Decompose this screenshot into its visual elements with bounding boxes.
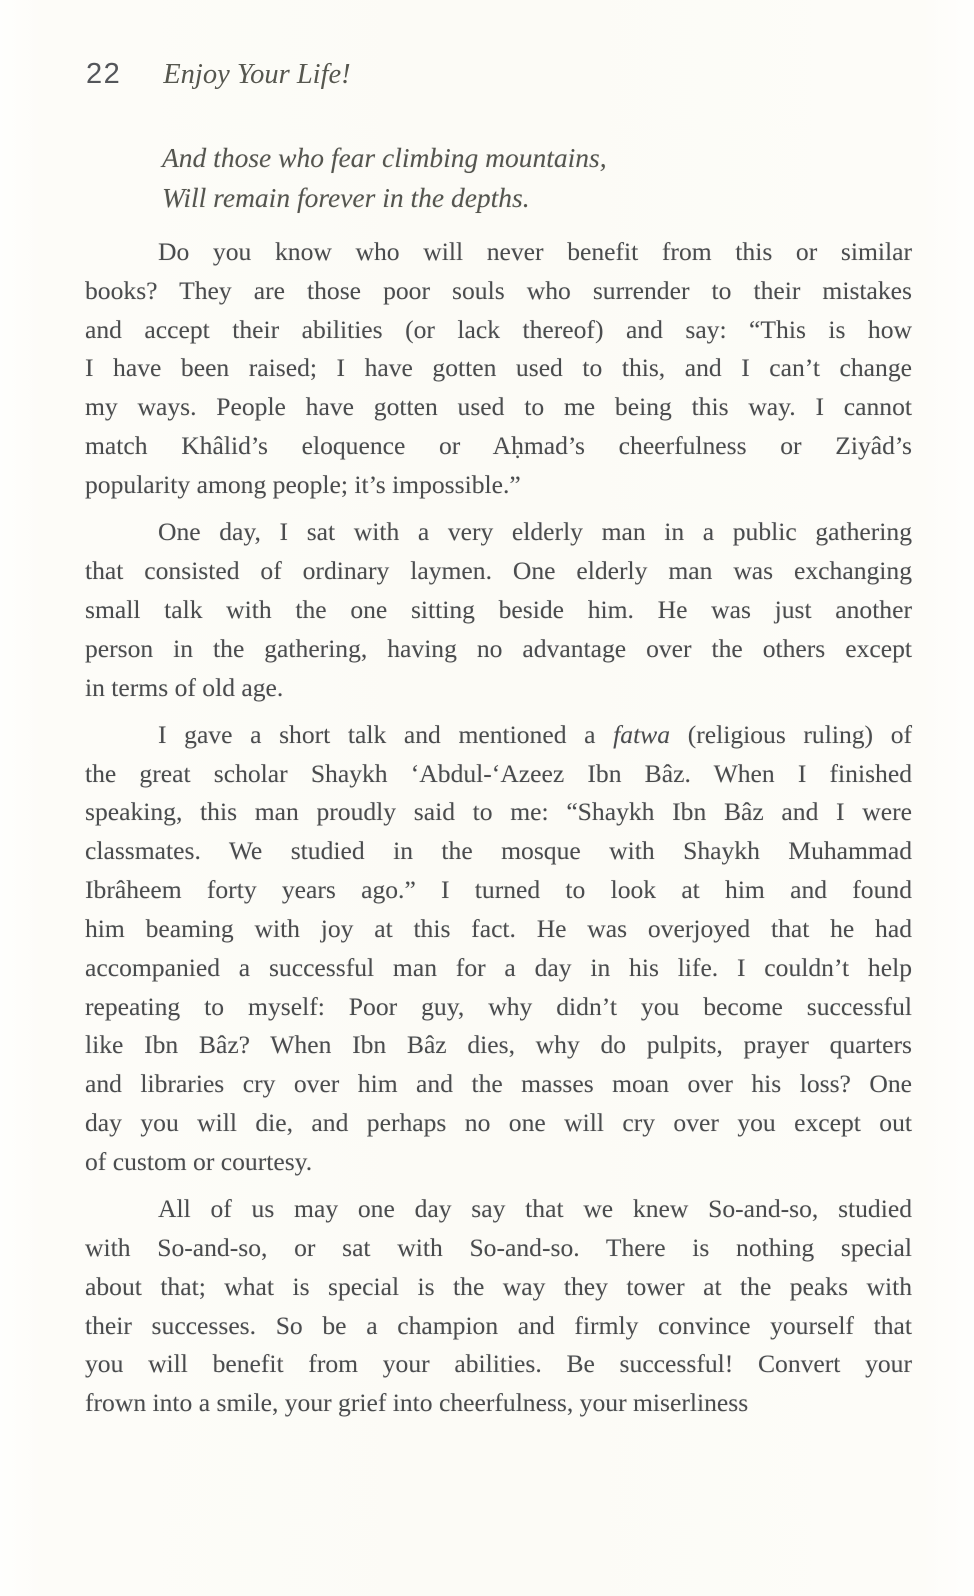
text-line: One day, I sat with a very elderly man in a public gathering bbox=[158, 517, 912, 547]
text-line: classmates. We studied in the mosque with Shaykh Muhammad bbox=[85, 836, 912, 866]
page-number: 22 bbox=[86, 58, 122, 90]
text-line: accompanied a successful man for a day in his life. I couldn’t help bbox=[85, 952, 912, 982]
text-segment: (religious ruling) of bbox=[687, 719, 913, 749]
text-line bbox=[85, 716, 912, 755]
text-line: frown into a smile, your grief into cheerfulness, your miserliness bbox=[85, 1388, 749, 1418]
verse-line: And those who fear climbing mountains, bbox=[162, 142, 607, 173]
text-line: speaking, this man proudly said to me: “Shaykh Ibn Bâz and I were bbox=[85, 797, 912, 827]
page-header bbox=[86, 58, 351, 91]
text-line: person in the gathering, having no advantage over the others except bbox=[85, 633, 912, 663]
verse-line: Will remain forever in the depths. bbox=[162, 181, 530, 213]
running-title: Enjoy Your Life! bbox=[163, 59, 351, 90]
text-segment: I gave a short talk and mentioned a bbox=[158, 719, 596, 749]
text-line: with So-and-so, or sat with So-and-so. There is nothing special bbox=[85, 1232, 912, 1262]
text-line: match Khâlid’s eloquence or Aḥmad’s cheerfulness or Ziyâd’s bbox=[85, 431, 912, 461]
paragraph-3 bbox=[85, 716, 912, 1182]
text-line: I have been raised; I have gotten used to this, and I can’t change bbox=[85, 353, 912, 383]
text-line: like Ibn Bâz? When Ibn Bâz dies, why do pulpits, prayer quarters bbox=[85, 1030, 912, 1060]
text-line: Ibrâheem forty years ago.” I turned to look at him and found bbox=[85, 875, 912, 905]
text-line: that consisted of ordinary laymen. One elderly man was exchanging bbox=[85, 556, 912, 586]
text-line: books? They are those poor souls who surrender to their mistakes bbox=[85, 275, 912, 305]
text-line: about that; what is special is the way they tower at the peaks with bbox=[85, 1271, 912, 1301]
text-line: repeating to myself: Poor guy, why didn’t you become successful bbox=[85, 991, 912, 1021]
text-line: the great scholar Shaykh ‘Abdul-‘Azeez Ibn Bâz. When I finished bbox=[85, 758, 912, 788]
text-line: day you will die, and perhaps no one will cry over you except out bbox=[85, 1108, 912, 1137]
text-line: him beaming with joy at this fact. He was overjoyed that he had bbox=[85, 913, 912, 943]
paragraph-4 bbox=[85, 1190, 912, 1423]
text-line: their successes. So be a champion and firmly convince yourself that bbox=[85, 1310, 912, 1340]
text-line: popularity among people; it’s impossible.” bbox=[85, 469, 521, 499]
italic-term: fatwa bbox=[613, 719, 671, 749]
text-line: and accept their abilities (or lack thereof) and say: “This is how bbox=[85, 314, 912, 344]
text-line: small talk with the one sitting beside him. He was just another bbox=[85, 594, 912, 624]
paragraph-2 bbox=[85, 513, 912, 707]
text-line: All of us may one day say that we knew So-and-so, studied bbox=[158, 1194, 912, 1224]
text-line: in terms of old age. bbox=[85, 672, 284, 702]
paragraph-1 bbox=[85, 233, 912, 505]
text-line: Do you know who will never benefit from this or similar bbox=[158, 237, 912, 266]
text-line: my ways. People have gotten used to me being this way. I cannot bbox=[85, 392, 912, 422]
text-line: you will benefit from your abilities. Be successful! Convert your bbox=[85, 1349, 912, 1379]
text-line: and libraries cry over him and the masses moan over his loss? One bbox=[85, 1069, 912, 1099]
body-text bbox=[85, 233, 912, 1431]
epigraph-verse bbox=[162, 138, 607, 217]
text-line: of custom or courtesy. bbox=[85, 1146, 313, 1176]
